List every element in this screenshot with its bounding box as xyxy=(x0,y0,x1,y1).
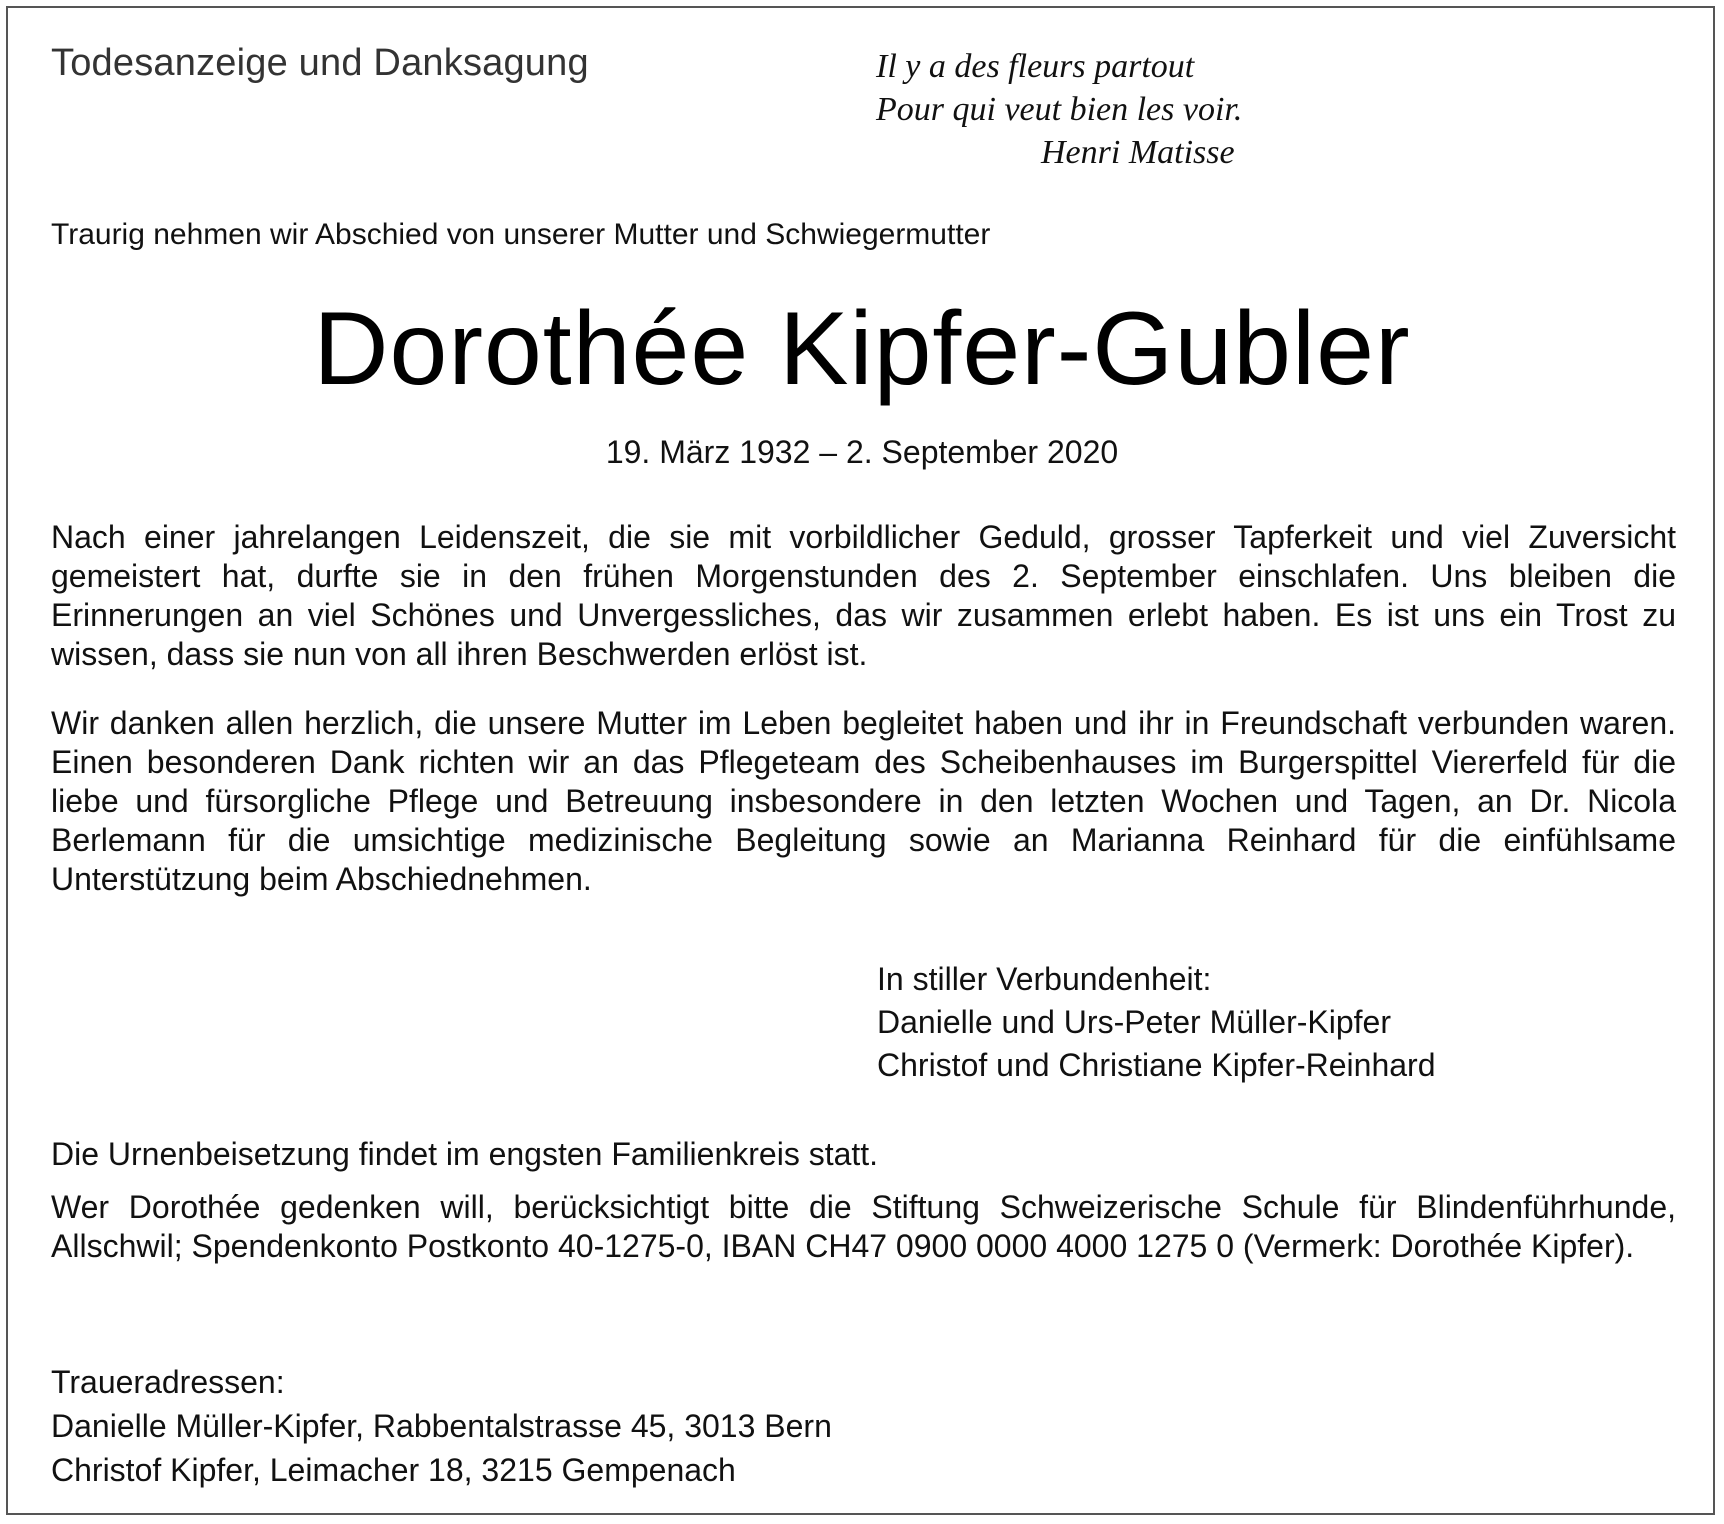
quote-line-2: Pour qui veut bien les voir. xyxy=(876,91,1243,128)
address-1: Danielle Müller-Kipfer, Rabbentalstrasse 45, 3013 Bern xyxy=(51,1408,832,1444)
body-paragraph-1: Nach einer jahrelangen Leidenszeit, die sie mit vorbildlicher Geduld, grosser Tapferkeit und viel Zuversicht gemeistert hat, durfte sie in den frühen Morgenstunden des 2. September einschlafen. Uns bleiben die Erinnerungen an viel Schönes und Unvergessliches, das wir zusammen erlebt haben. Es ist uns ein Trost zu wissen, dass sie nun von all ihren Beschwerden erlöst ist. xyxy=(51,519,1676,672)
donation-paragraph: Wer Dorothée gedenken will, berücksichtigt bitte die Stiftung Schweizerische Schule für Blindenführhunde, Allschwil; Spendenkonto Postkonto 40-1275-0, IBAN CH47 0900 0000 4000 1275 0 (Vermerk: Dorothée Kipfer). xyxy=(51,1189,1676,1264)
epigraph-quote xyxy=(876,45,1242,174)
burial-notice: Die Urnenbeisetzung findet im engsten Familienkreis statt. xyxy=(51,1136,879,1172)
mourning-addresses xyxy=(51,1360,832,1492)
signoff-family-2: Christof und Christiane Kipfer-Reinhard xyxy=(877,1047,1436,1083)
quote-line-1: Il y a des fleurs partout xyxy=(876,48,1195,85)
signoff-family-1: Danielle und Urs-Peter Müller-Kipfer xyxy=(877,1004,1391,1040)
intro-text: Traurig nehmen wir Abschied von unserer Mutter und Schwiegermutter xyxy=(51,218,991,251)
quote-author: Henri Matisse xyxy=(1041,134,1235,171)
body-paragraph-2: Wir danken allen herzlich, die unsere Mutter im Leben begleitet haben und ihr in Freundschaft verbunden waren. Einen besonderen Dank richten wir an das Pflegeteam des Scheibenhauses im Burgerspittel Viererfeld für die liebe und fürsorgliche Pflege und Betreuung insbesondere in den letzten Wochen und Tagen, an Dr. Nicola Berlemann für die umsichtige medizinische Begleitung sowie an Marianna Reinhard für die einfühlsame Unterstützung beim Abschiednehmen. xyxy=(51,705,1676,897)
address-2: Christof Kipfer, Leimacher 18, 3215 Gempenach xyxy=(51,1452,736,1488)
life-dates: 19. März 1932 – 2. September 2020 xyxy=(605,434,1119,470)
addresses-heading: Traueradressen: xyxy=(51,1364,285,1400)
signoff-heading: In stiller Verbundenheit: xyxy=(877,961,1212,997)
family-signoff xyxy=(877,958,1435,1087)
notice-type-heading: Todesanzeige und Danksagung xyxy=(51,42,589,84)
deceased-name: Dorothée Kipfer-Gubler xyxy=(313,291,1411,407)
